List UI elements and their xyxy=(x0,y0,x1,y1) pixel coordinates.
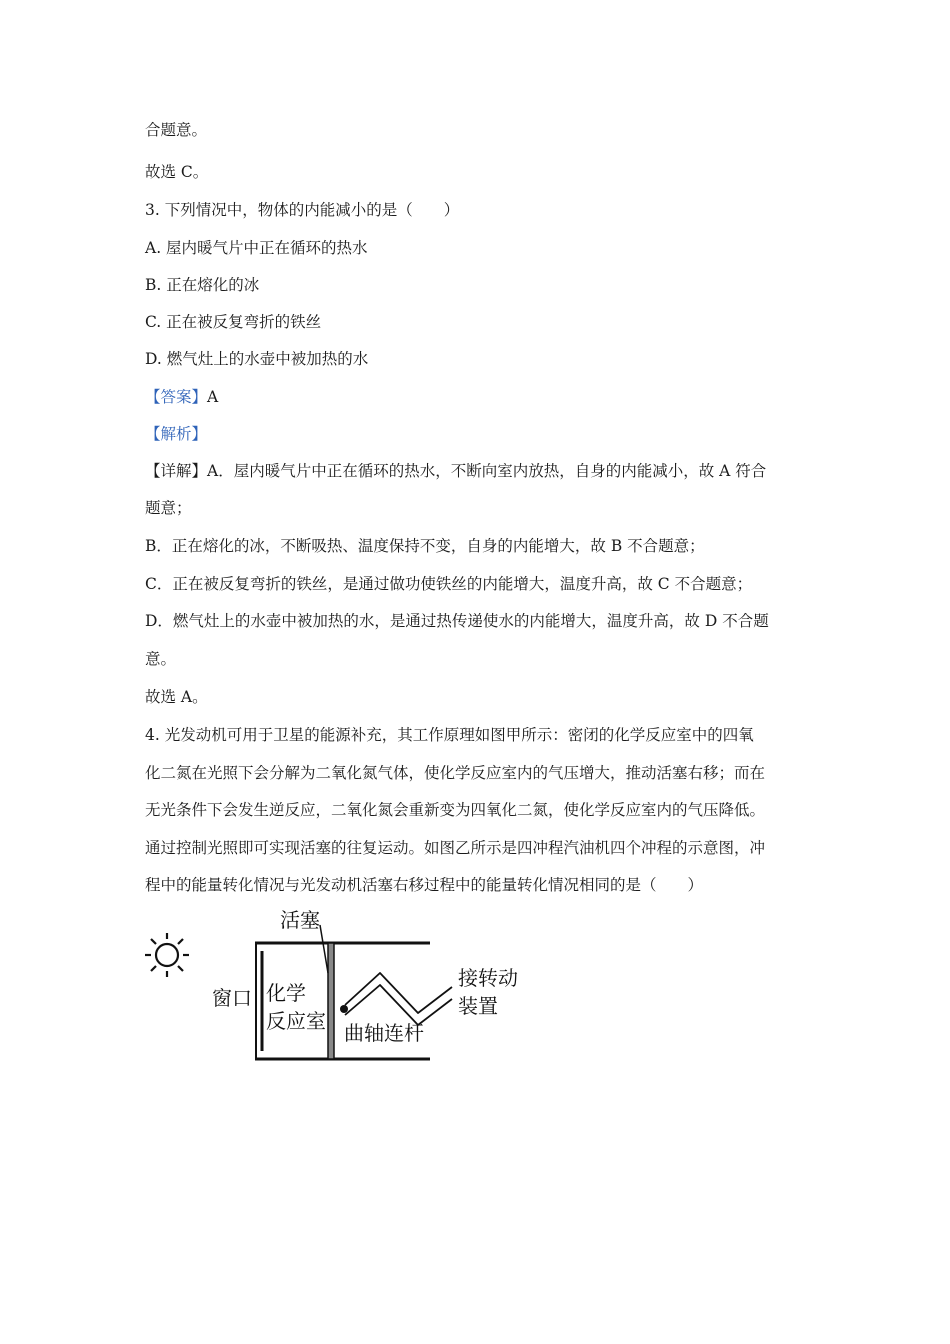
question-4-line: 通过控制光照即可实现活塞的往复运动。如图乙所示是四冲程汽油机四个冲程的示意图，冲 xyxy=(145,839,766,857)
label-device-1: 接转动 xyxy=(458,966,518,990)
label-device-2: 装置 xyxy=(458,994,498,1018)
detail-text: A．屋内暖气片中正在循环的热水，不断向室内放热，自身的内能减小，故 A 符合 xyxy=(207,462,767,480)
question-4-line: 无光条件下会发生逆反应，二氧化氮会重新变为四氧化二氮，使化学反应室内的气压降低。 xyxy=(145,801,766,819)
rod-pin xyxy=(340,1005,348,1013)
analysis-tag-text: 【解析】 xyxy=(145,425,208,443)
label-piston: 活塞 xyxy=(280,908,320,932)
option-b: B. 正在熔化的冰 xyxy=(145,276,260,294)
detail-line: 意。 xyxy=(145,650,177,668)
question-4-line: 化二氮在光照下会分解为二氧化氮气体，使化学反应室内的气压增大，推动活塞右移；而在 xyxy=(145,764,766,782)
label-chamber-2: 反应室 xyxy=(266,1009,326,1033)
light-engine-diagram xyxy=(140,905,540,1065)
piston xyxy=(328,943,334,1059)
answer-value: A xyxy=(207,388,219,406)
detail-line: B．正在熔化的冰，不断吸热、温度保持不变，自身的内能增大，故 B 不合题意； xyxy=(145,537,705,555)
option-a: A. 屋内暖气片中正在循环的热水 xyxy=(145,239,368,257)
question-3-stem: 3. 下列情况中，物体的内能减小的是（ ） xyxy=(145,201,460,219)
detail-line: 题意； xyxy=(145,499,192,517)
detail-tag: 【详解】 xyxy=(145,462,208,480)
crank-rod xyxy=(345,973,452,1025)
answer-tag: 【答案】 xyxy=(145,388,208,406)
option-d: D. 燃气灶上的水壶中被加热的水 xyxy=(145,350,369,368)
option-c: C. 正在被反复弯折的铁丝 xyxy=(145,313,322,331)
detail-line: D．燃气灶上的水壶中被加热的水，是通过热传递使水的内能增大，温度升高，故 D 不合题 xyxy=(145,612,769,630)
question-4-line: 程中的能量转化情况与光发动机活塞右移过程中的能量转化情况相同的是（ ） xyxy=(145,876,704,894)
text-line: 合题意。 xyxy=(145,121,208,139)
label-window: 窗口 xyxy=(212,986,252,1010)
detail-line: C．正在被反复弯折的铁丝，是通过做功使铁丝的内能增大，温度升高，故 C 不合题意； xyxy=(145,575,753,593)
detail-line xyxy=(145,461,766,481)
piston-pointer xyxy=(320,925,328,973)
analysis-tag xyxy=(145,424,207,444)
answer-line xyxy=(145,387,218,407)
label-crank: 曲轴连杆 xyxy=(344,1021,424,1045)
label-chamber-1: 化学 xyxy=(266,981,306,1005)
text-line: 故选 C。 xyxy=(145,163,209,181)
sun-icon xyxy=(145,933,189,977)
question-4-line: 4. 光发动机可用于卫星的能源补充，其工作原理如图甲所示：密闭的化学反应室中的四氧 xyxy=(145,726,754,744)
conclusion-line: 故选 A。 xyxy=(145,688,208,706)
